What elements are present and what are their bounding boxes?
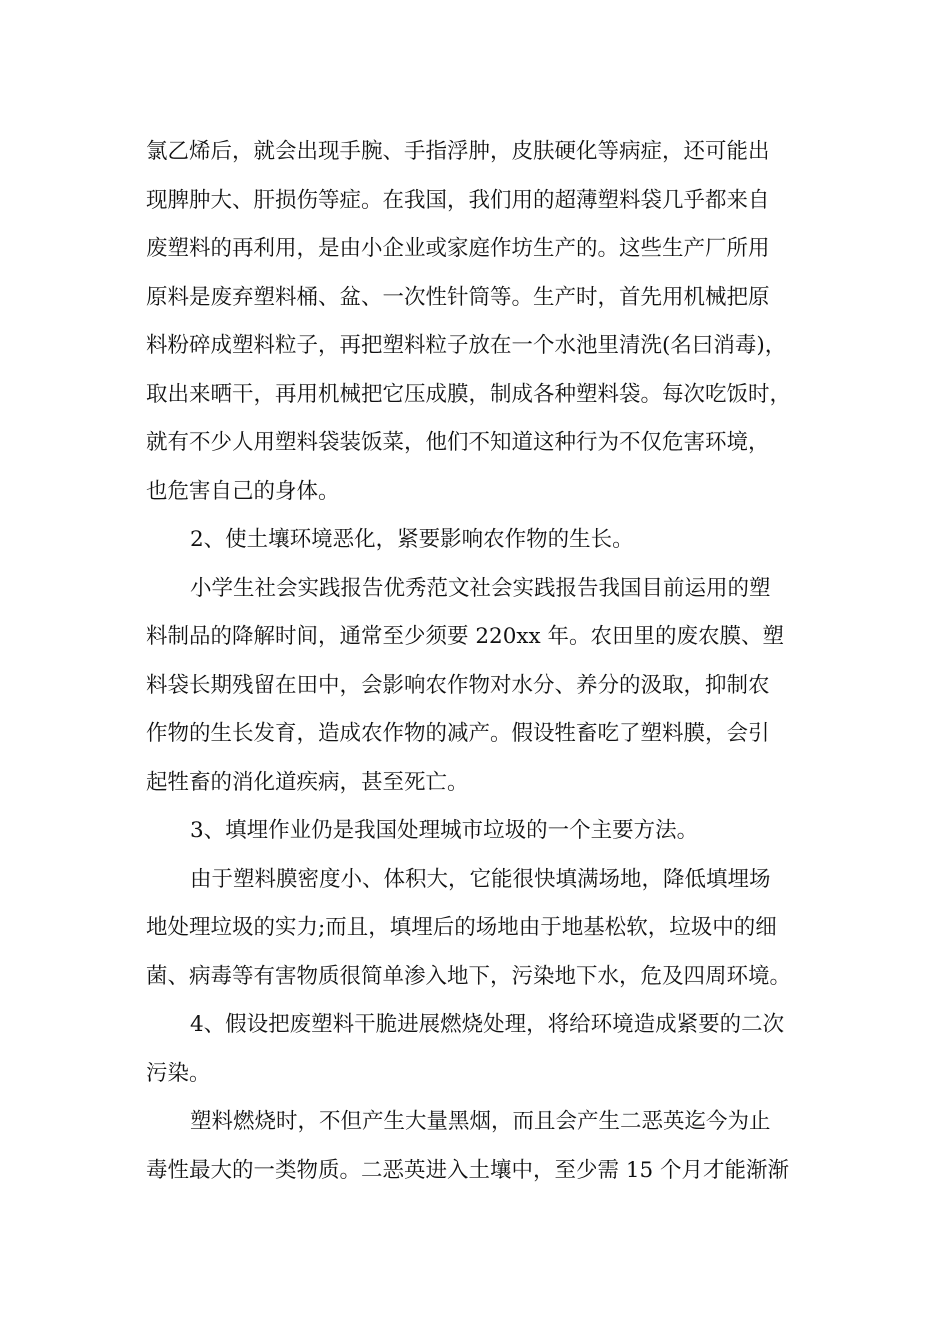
text-line: 污染。 (146, 1060, 211, 1086)
paragraph-1 (146, 128, 816, 516)
text-line: 也危害自己的身体。 (146, 478, 340, 504)
paragraph-4 (146, 1098, 816, 1195)
text-line: 料袋长期残留在田中，会影响农作物对水分、养分的汲取，抑制农 (146, 672, 770, 698)
text-line: 氯乙烯后，就会出现手腕、手指浮肿，皮肤硬化等病症，还可能出 (146, 139, 770, 164)
text-line: 就有不少人用塑料袋装饭菜，他们不知道这种行为不仅危害环境， (146, 430, 770, 455)
text-line: 废塑料的再利用，是由小企业或家庭作坊生产的。这些生产厂所用 (146, 236, 770, 261)
text-line: 4、假设把废塑料干脆进展燃烧处理，将给环境造成紧要的二次 (190, 1012, 785, 1037)
document-body (146, 128, 816, 1195)
text-line: 作物的生长发育，造成农作物的减产。假设牲畜吃了塑料膜，会引 (146, 721, 770, 746)
paragraph-3 (146, 856, 816, 1002)
text-line: 现脾肿大、肝损伤等症。在我国，我们用的超薄塑料袋几乎都来自 (146, 187, 770, 213)
text-line: 料粉碎成塑料粒子，再把塑料粒子放在一个水池里清洗(名曰消毒)， (146, 333, 787, 358)
text-line: 地处理垃圾的实力;而且，填埋后的场地由于地基松软，垃圾中的细 (146, 915, 777, 940)
text-line: 小学生社会实践报告优秀范文社会实践报告我国目前运用的塑 (190, 575, 771, 601)
text-line: 起牲畜的消化道疾病，甚至死亡。 (146, 769, 469, 795)
text-line: 塑料燃烧时，不但产生大量黑烟，而且会产生二恶英迄今为止 (190, 1109, 771, 1134)
text-line: 由于塑料膜密度小、体积大，它能很快填满场地，降低填埋场 (190, 866, 771, 892)
section-heading-4 (146, 1001, 816, 1098)
text-line: 菌、病毒等有害物质很简单渗入地下，污染地下水，危及四周环境。 (146, 963, 792, 989)
text-line: 原料是废弃塑料桶、盆、一次性针筒等。生产时，首先用机械把原 (146, 284, 770, 310)
text-line: 毒性最大的一类物质。二恶英进入土壤中，至少需 15 个月才能渐渐 (146, 1157, 790, 1183)
section-heading-3: 3、填埋作业仍是我国处理城市垃圾的一个主要方法。 (190, 818, 699, 843)
text-line: 料制品的降解时间，通常至少须要 220xx 年。农田里的废农膜、塑 (146, 624, 784, 649)
text-line: 取出来晒干，再用机械把它压成膜，制成各种塑料袋。每次吃饭时， (146, 381, 792, 407)
section-heading-2: 2、使土壤环境恶化，紧要影响农作物的生长。 (190, 527, 634, 552)
paragraph-2 (146, 565, 816, 808)
